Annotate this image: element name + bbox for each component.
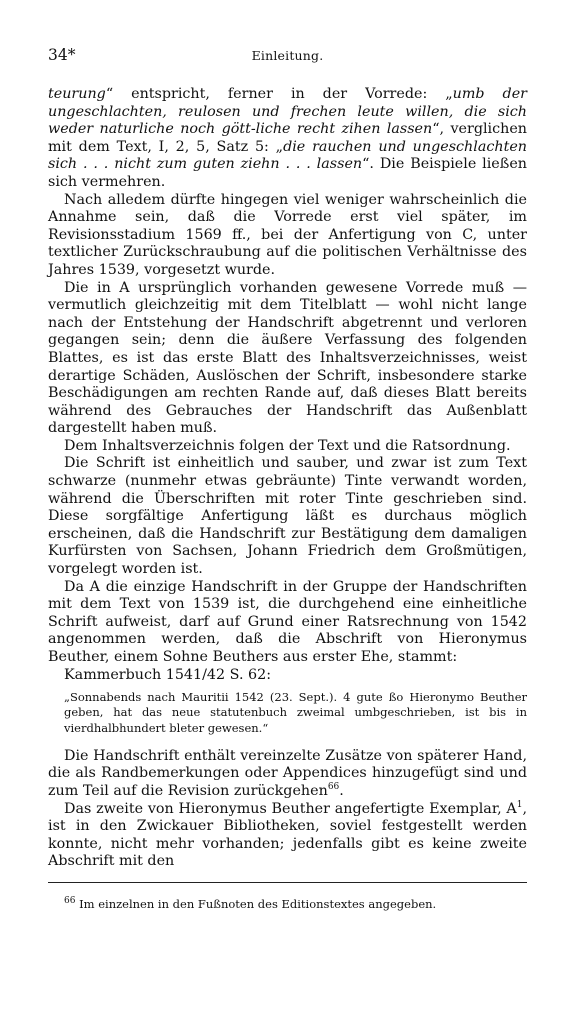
paragraph-4: Dem Inhaltsverzeichnis folgen der Text und die Ratsordnung.: [64, 437, 511, 454]
document-page: [48, 46, 527, 912]
page-header: [48, 46, 527, 70]
paragraph-8: [48, 748, 527, 801]
paragraph-5: Die Schrift ist einheitlich und sauber, und zwar ist zum Text schwarze (nunmehr etwas gebräunte) Tinte verwandt worden, während die Überschriften mit roter Tinte geschrieben sind. Diese sorgfältige Anfertigung läßt es durchaus möglich erscheinen, daß die Handschrift zur Bestätigung dem damaligen Kurfürsten von Sachsen, Johann Friedrich dem Großmütigen, vorgelegt worden ist.: [48, 455, 527, 578]
footnote: [48, 897, 527, 912]
footnote-text: Im einzelnen in den Fußnoten des Editionstextes angegeben.: [75, 896, 437, 911]
text-span: “, verglichen mit dem Text, I, 2, 5, Satz 5: „: [48, 121, 527, 155]
footnote-divider: [48, 882, 527, 883]
text-span: .: [339, 782, 344, 799]
body-text: [48, 86, 527, 871]
paragraph-6: Da A die einzige Handschrift in der Gruppe der Handschriften mit dem Text von 1539 ist, die durchgehend eine einheitliche Schrift aufweist, darf auf Grund einer Ratsrechnung von 1542 angenommen werden, daß die Abschrift von Hieronymus Beuther, einem Sohne Beuthers aus erster Ehe, stammt:: [48, 578, 527, 665]
paragraph-1: [48, 86, 527, 192]
superscript: 1: [516, 799, 523, 810]
italic-quote: die rauchen und ungeschlachten sich . . . nicht zum guten ziehn . . . lassen: [48, 138, 527, 173]
footnote-number: 66: [64, 896, 76, 907]
text-span: Das zweite von Hieronymus Beuther angefertigte Exemplar, A: [64, 800, 517, 817]
footnote-ref: 66: [327, 782, 340, 793]
paragraph-2: Nach alledem dürfte hingegen viel weniger wahrscheinlich die Annahme sein, daß die Vorrede erst viel später, im Revisionsstadium 1569 ff., bei der Anfertigung von C, unter textlicher Zurückschraubung auf die politischen Verhältnisse des Jahres 1539, vorgesetzt wurde.: [48, 191, 527, 278]
text-span: “ entspricht, ferner in der Vorrede: „: [105, 86, 453, 102]
paragraph-7: Kammerbuch 1541/42 S. 62:: [64, 666, 272, 683]
running-head: Einleitung.: [251, 48, 324, 63]
text-span: , ist in den Zwickauer Bibliotheken, soviel festgestellt werden konnte, nicht mehr vorhanden; jedenfalls gibt es keine zweite Abschrift mit den: [48, 800, 527, 870]
italic-quote: umb der ungeschlachten, reulosen und frechen leute willen, die sich weder naturliche noch gött-liche recht zihen lassen: [48, 86, 527, 138]
italic-span: teurung: [48, 86, 106, 102]
paragraph-9: [48, 801, 527, 871]
text-span: Die Handschrift enthält vereinzelte Zusätze von späterer Hand, die als Randbemerkungen oder Appendices hinzugefügt sind und zum Teil auf die Revision zurückgehen: [48, 747, 527, 799]
page-number: 34*: [48, 46, 76, 64]
block-quote: „Sonnabends nach Mauritii 1542 (23. Sept.). 4 gute ßo Hieronymo Beuther geben, hat das neue statutenbuch zweimal umbgeschrieben, ist bis in vierdhalbhundert bleter gewesen.“: [64, 690, 527, 735]
paragraph-3: Die in A ursprünglich vorhanden gewesene Vorrede muß — vermutlich gleichzeitig mit dem Titelblatt — wohl nicht lange nach der Entstehung der Handschrift abgetrennt und verloren gegangen sein; denn die äußere Verfassung des folgenden Blattes, es ist das erste Blatt des Inhaltsverzeichnisses, weist derartige Schäden, Auslöschen der Schrift, insbesondere starke Beschädigungen am rechten Rande auf, daß dieses Blatt bereits während des Gebrauches der Handschrift das Außenblatt dargestellt haben muß.: [48, 279, 527, 437]
text-span: “. Die Beispiele ließen sich vermehren.: [48, 156, 527, 190]
